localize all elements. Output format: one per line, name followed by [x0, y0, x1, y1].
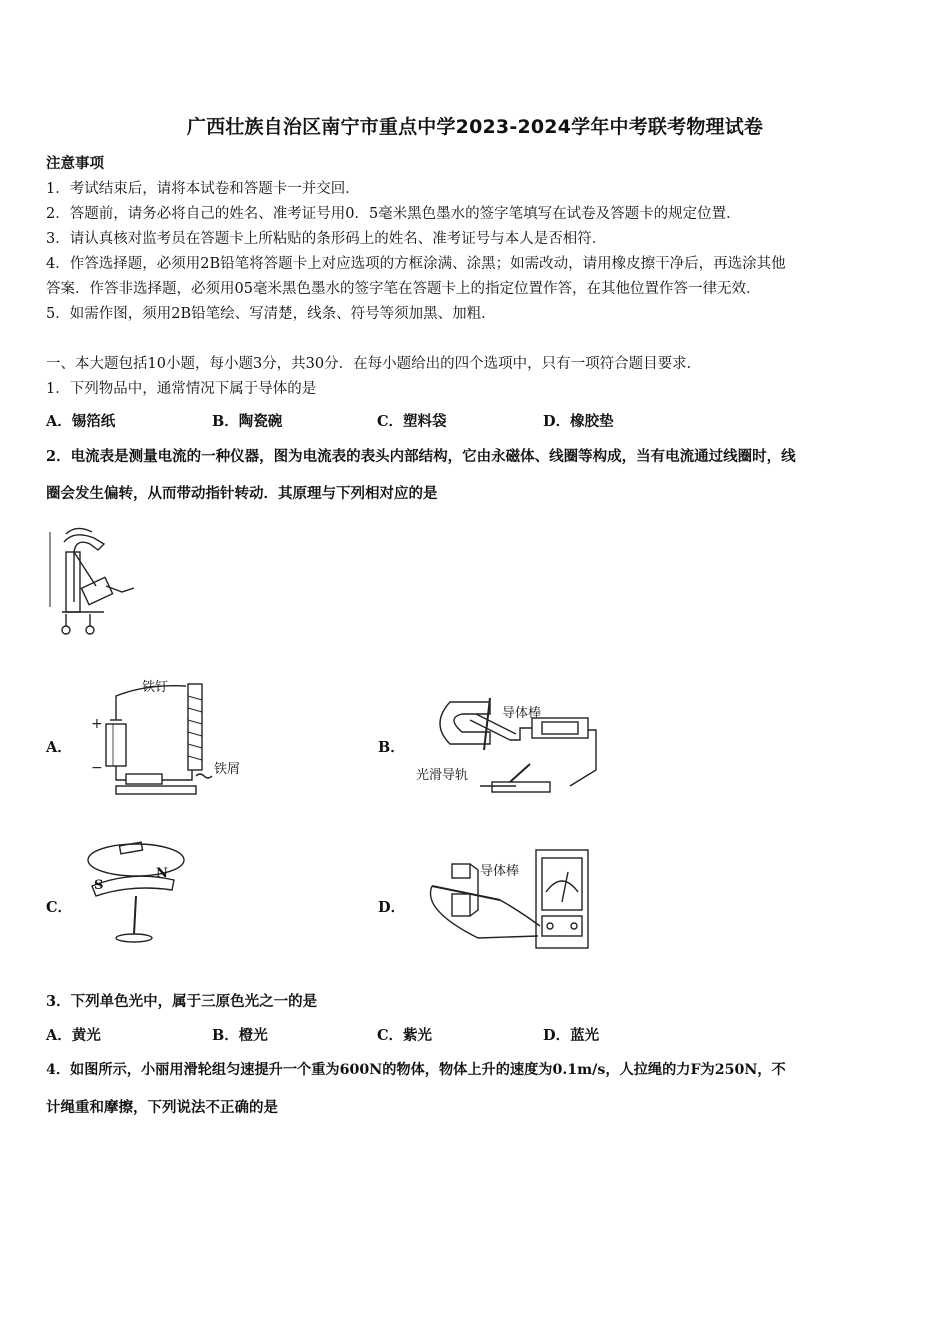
galvanometer-figure [418, 840, 593, 955]
section-heading: 一、本大题包括10小题，每小题3分，共30分．在每小题给出的四个选项中，只有一项符合题目要求． [46, 356, 702, 372]
q4-stem-line1: 4．如图所示，小丽用滑轮组匀速提升一个重为600N的物体，物体上升的速度为0.1m/s，人拉绳的力F为250N，不 [46, 1062, 786, 1078]
q2-stem-line2: 圈会发生偏转，从而带动指针转动．其原理与下列相对应的是 [46, 485, 438, 502]
svg-text:−: − [91, 760, 103, 776]
q1-option-b: B．陶瓷碗 [212, 413, 283, 430]
q2-option-b-label: B． [378, 739, 405, 756]
smooth-rail-label: 光滑导轨 [416, 768, 469, 783]
q3-option-a: A．黄光 [46, 1027, 101, 1044]
svg-text:+: + [91, 716, 103, 732]
q4-stem-line2: 计绳重和摩擦，下列说法不正确的是 [46, 1099, 278, 1116]
q3-option-d: D．蓝光 [543, 1027, 600, 1044]
q3-option-c: C．紫光 [377, 1027, 433, 1044]
conductor-rod-label-d: 导体棒 [480, 864, 520, 879]
iron-nail-label: 铁钉 [142, 680, 169, 695]
conductor-rod-label-b: 导体棒 [502, 706, 542, 721]
q1-option-d: D．橡胶垫 [543, 413, 614, 430]
magnet-n-label: N [156, 866, 168, 881]
q2-option-c-label: C． [46, 899, 73, 916]
q2-option-d-label: D． [378, 899, 406, 916]
notice-item-4: 4．作答选择题，必须用2B铅笔将答题卡上对应选项的方框涂满、涂黑；如需改动，请用橡皮擦干净后，再选涂其他 [46, 256, 786, 272]
q1-stem: 1．下列物品中，通常情况下属于导体的是 [46, 381, 317, 397]
iron-filings-label: 铁屑 [214, 762, 241, 777]
q1-option-c: C．塑料袋 [377, 413, 447, 430]
page-title: 广西壮族自治区南宁市重点中学2023-2024学年中考联考物理试卷 [186, 116, 764, 138]
notice-item-4-cont: 答案．作答非选择题，必须用05毫米黑色墨水的签字笔在答题卡上的指定位置作答，在其他位置作答一律无效． [46, 281, 761, 297]
q1-option-a: A．锡箔纸 [46, 413, 116, 430]
notice-item-3: 3．请认真核对监考员在答题卡上所粘贴的条形码上的姓名、准考证号与本人是否相符． [46, 231, 607, 247]
notice-heading: 注意事项 [46, 155, 104, 172]
magnet-s-label: S [94, 878, 104, 893]
electromagnet-figure [86, 676, 256, 801]
q3-stem: 3．下列单色光中，属于三原色光之一的是 [46, 993, 318, 1010]
notice-item-2: 2．答题前，请务必将自己的姓名、准考证号用0．5毫米黑色墨水的签字笔填写在试卷及答题卡的规定位置． [46, 206, 741, 222]
notice-item-1: 1．考试结束后，请将本试卷和答题卡一并交回． [46, 181, 360, 197]
q2-option-a-label: A． [46, 739, 72, 756]
ammeter-head-figure [44, 522, 154, 647]
q2-stem-line1: 2．电流表是测量电流的一种仪器，图为电流表的表头内部结构，它由永磁体、线圈等构成，当有电流通过线圈时，线 [46, 448, 796, 465]
notice-item-5: 5．如需作图，须用2B铅笔绘、写清楚，线条、符号等须加黑、加粗． [46, 306, 496, 322]
q3-option-b: B．橙光 [212, 1027, 268, 1044]
